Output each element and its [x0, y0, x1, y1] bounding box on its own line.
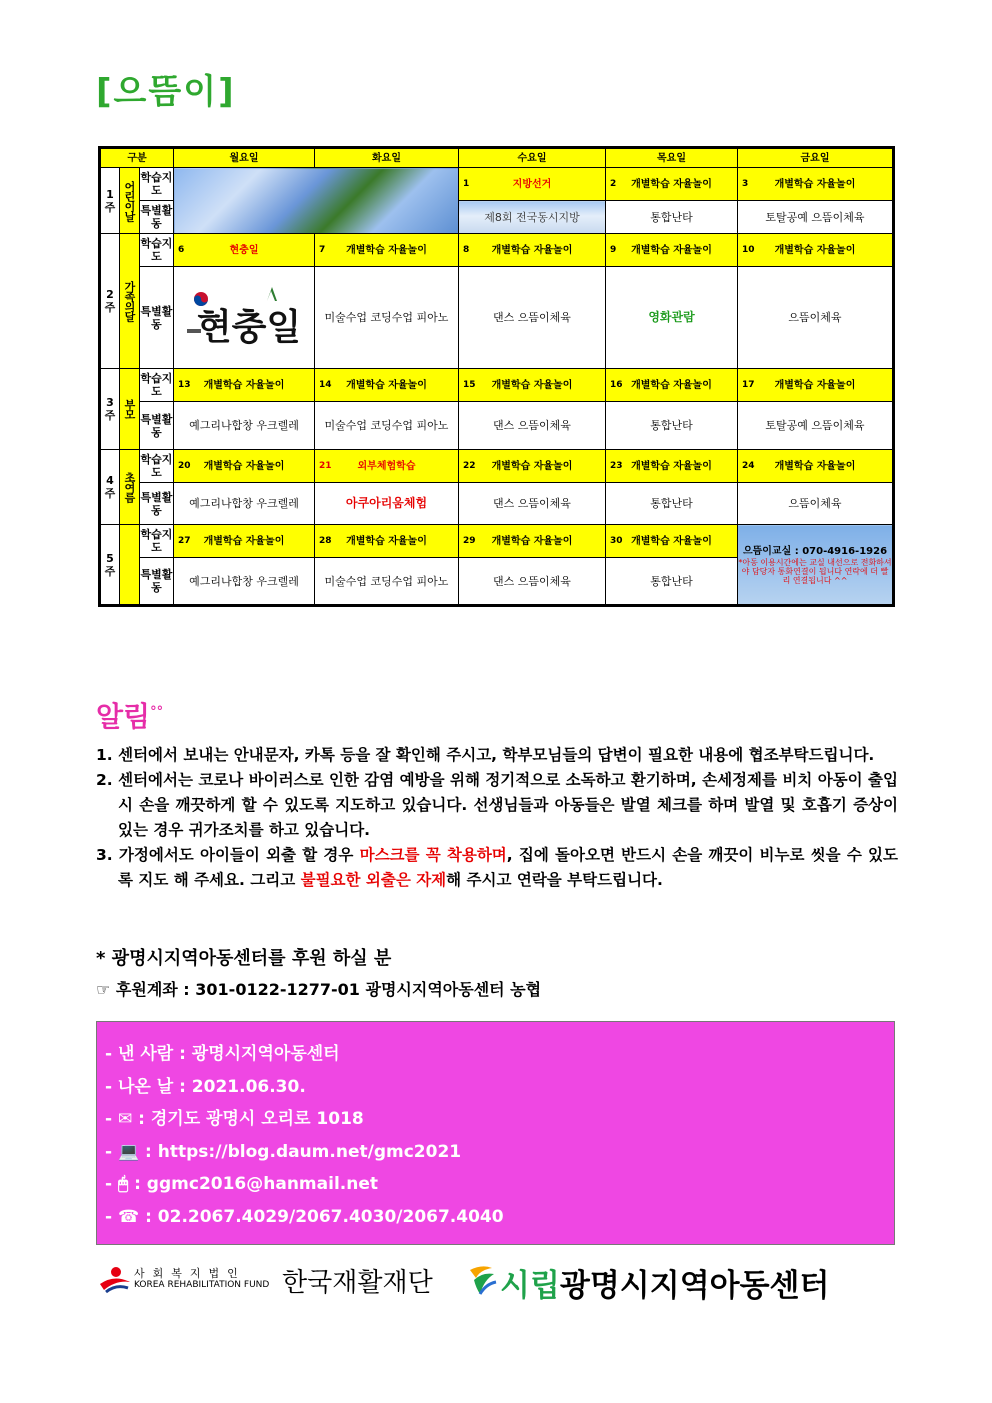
schedule-cell: 21 외부체험학습: [315, 450, 459, 483]
schedule-cell: 9 개별학습 자율놀이: [606, 234, 738, 267]
schedule-cell: 7 개별학습 자율놀이: [315, 234, 459, 267]
contact-address: - ✉ : 경기도 광명시 오리로 1018: [105, 1109, 364, 1129]
week-theme: 초여름: [120, 450, 140, 525]
header-friday: 금요일: [738, 148, 894, 168]
activity-cell: 예그리나합창 우크렐레: [174, 402, 315, 450]
week-label: 5주: [100, 525, 120, 606]
week-label: 1주: [100, 168, 120, 234]
week-4-main-row: [100, 450, 894, 483]
activity-cell: 토탈공예 으뜸이체육: [738, 402, 894, 450]
week-theme: 부모: [120, 369, 140, 450]
kind-label-main: 학습지도: [140, 369, 174, 402]
activity-cell: 으뜸이체육: [738, 483, 894, 525]
schedule-cell: 28 개별학습 자율놀이: [315, 525, 459, 558]
notice-item: 1. 센터에서 보내는 안내문자, 카톡 등을 잘 확인해 주시고, 학부모님들의 답변이 필요한 내용에 협조부탁드립니다.: [96, 746, 875, 764]
schedule-cell: 29 개별학습 자율놀이: [459, 525, 606, 558]
classroom-phone: 으뜸이교실 : 070-4916-1926: [742, 545, 888, 557]
schedule-cell: 20 개별학습 자율놀이: [174, 450, 315, 483]
contact-phone: - ☎ : 02.2067.4029/2067.4030/2067.4040: [105, 1206, 504, 1227]
notice-heading: 알림°°: [96, 700, 164, 733]
kind-label-main: 학습지도: [140, 168, 174, 201]
notice-item: 2. 센터에서는 코로나 바이러스로 인한 감염 예방을 위해 정기적으로 소독하고 환기하며, 손세정제를 비치 아동이 출입 시 손을 깨끗하게 할 수 있도록 지도하고 있습니다. 선생님들과 아동들은 발열 체크를 하며 발열 및 호흡기 증상이 있는 경우 귀가조치를 하고 있습니다.: [96, 771, 898, 839]
header-category: 구분: [100, 148, 174, 168]
classroom-phone-info: [738, 525, 894, 606]
activity-cell: 미술수업 코딩수업 피아노: [315, 267, 459, 369]
activity-cell: 토탈공예 으뜸이체육: [738, 201, 894, 234]
sponsor-account: ☞ 후원계좌 : 301-0122-1277-01 광명시지역아동센터 농협: [96, 980, 542, 999]
schedule-cell: 10 개별학습 자율놀이: [738, 234, 894, 267]
page-title: [으뜸이]: [96, 72, 236, 112]
org-type-label: 사회복지법인: [134, 1267, 246, 1280]
kind-label-special: 특별활동: [140, 201, 174, 234]
week-theme: 어린이날: [120, 168, 140, 234]
kind-label-main: 학습지도: [140, 234, 174, 267]
week-label: 2주: [100, 234, 120, 369]
memorial-day-logo: [174, 267, 315, 369]
activity-cell: 영화관람: [606, 267, 738, 369]
schedule-cell: 27 개별학습 자율놀이: [174, 525, 315, 558]
kind-label-special: 특별활동: [140, 402, 174, 450]
week-1-main-row: [100, 168, 894, 201]
contact-sender: - 낸 사람 : 광명시지역아동센터: [105, 1044, 340, 1064]
center-logo-icon: [466, 1260, 498, 1298]
schedule-cell: 15 개별학습 자율놀이: [459, 369, 606, 402]
schedule-cell: 6 현충일: [174, 234, 315, 267]
notice-item: 3. 가정에서도 아이들이 외출 할 경우 마스크를 꼭 착용하며, 집에 돌아오면 반드시 손을 깨끗이 비누로 씻을 수 있도록 지도 해 주세요. 그리고 불필요한 외출은 자제해 주시고 연락을 부탁드립니다.: [96, 846, 898, 889]
contact-email[interactable]: - 🖱 : ggmc2016@hanmail.net: [105, 1174, 378, 1194]
week-theme: 가족의달: [120, 234, 140, 369]
schedule-cell: 17 개별학습 자율놀이: [738, 369, 894, 402]
contact-date: - 나온 날 : 2021.06.30.: [105, 1076, 306, 1097]
schedule-cell: 2 개별학습 자율놀이: [606, 168, 738, 201]
header-thursday: 목요일: [606, 148, 738, 168]
weekly-schedule-table: [98, 146, 895, 607]
header-tuesday: 화요일: [315, 148, 459, 168]
week-label: 4주: [100, 450, 120, 525]
activity-cell: 미술수업 코딩수업 피아노: [315, 402, 459, 450]
week-3-main-row: [100, 369, 894, 402]
header-wednesday: 수요일: [459, 148, 606, 168]
schedule-cell: 14 개별학습 자율놀이: [315, 369, 459, 402]
kind-label-main: 학습지도: [140, 525, 174, 558]
notice-list: [96, 743, 898, 893]
week-5-main-row: [100, 525, 894, 558]
kind-label-main: 학습지도: [140, 450, 174, 483]
activity-cell: 댄스 으뜸이체육: [459, 267, 606, 369]
svg-text:현충일: 현충일: [196, 306, 302, 348]
contact-blog[interactable]: - 💻 : https://blog.daum.net/gmc2021: [105, 1141, 462, 1162]
activity-cell: 통합난타: [606, 483, 738, 525]
schedule-cell: 22 개별학습 자율놀이: [459, 450, 606, 483]
schedule-cell: 13 개별학습 자율놀이: [174, 369, 315, 402]
header-monday: 월요일: [174, 148, 315, 168]
org-english-name: KOREA REHABILITATION FUND: [134, 1280, 270, 1290]
schedule-cell: 24 개별학습 자율놀이: [738, 450, 894, 483]
activity-cell: 댄스 으뜸이체육: [459, 483, 606, 525]
week-2-main-row: [100, 234, 894, 267]
week-4-special-row: [100, 483, 894, 525]
memorial-day-logo-art: [179, 281, 309, 351]
activity-cell: 통합난타: [606, 402, 738, 450]
week-label: 3주: [100, 369, 120, 450]
election-photo: [459, 201, 606, 234]
week-3-special-row: [100, 402, 894, 450]
schedule-cell: 1 지방선거: [459, 168, 606, 201]
org-name: 한국재활재단: [282, 1268, 433, 1298]
table-header-row: [100, 148, 894, 168]
activity-cell: 아쿠아리움체험: [315, 483, 459, 525]
election-caption: 제8회 전국동시지방: [484, 210, 580, 224]
activity-cell: 통합난타: [606, 558, 738, 606]
activity-cell: 예그리나합창 우크렐레: [174, 558, 315, 606]
schedule-cell: 8 개별학습 자율놀이: [459, 234, 606, 267]
classroom-phone-note: *아동 이용시간에는 교실 내선으로 전화하셔야 담당자 통화연결이 됩니다 연락에 더 빨리 연결됩니다 ^^: [738, 557, 892, 585]
activity-cell: 미술수업 코딩수업 피아노: [315, 558, 459, 606]
week-theme: [120, 525, 140, 606]
schedule-cell: 3 개별학습 자율놀이: [738, 168, 894, 201]
schedule-cell: 23 개별학습 자율놀이: [606, 450, 738, 483]
schedule-cell: 30 개별학습 자율놀이: [606, 525, 738, 558]
activity-cell: 댄스 으뜸이체육: [459, 402, 606, 450]
center-name: 시립광명시지역아동센터: [500, 1268, 830, 1304]
hydrangea-photo: [174, 168, 459, 234]
week-2-special-row: [100, 267, 894, 369]
sponsor-heading: * 광명시지역아동센터를 후원 하실 분: [96, 948, 392, 969]
kind-label-special: 특별활동: [140, 483, 174, 525]
contact-box: [96, 1021, 895, 1245]
korea-rehab-fund-logo-icon: [96, 1262, 132, 1298]
footer-logos: [96, 1260, 896, 1304]
activity-cell: 댄스 으뜸이체육: [459, 558, 606, 606]
activity-cell: 예그리나합창 우크렐레: [174, 483, 315, 525]
activity-cell: 으뜸이체육: [738, 267, 894, 369]
schedule-cell: 16 개별학습 자율놀이: [606, 369, 738, 402]
kind-label-special: 특별활동: [140, 267, 174, 369]
activity-cell: 통합난타: [606, 201, 738, 234]
kind-label-special: 특별활동: [140, 558, 174, 606]
